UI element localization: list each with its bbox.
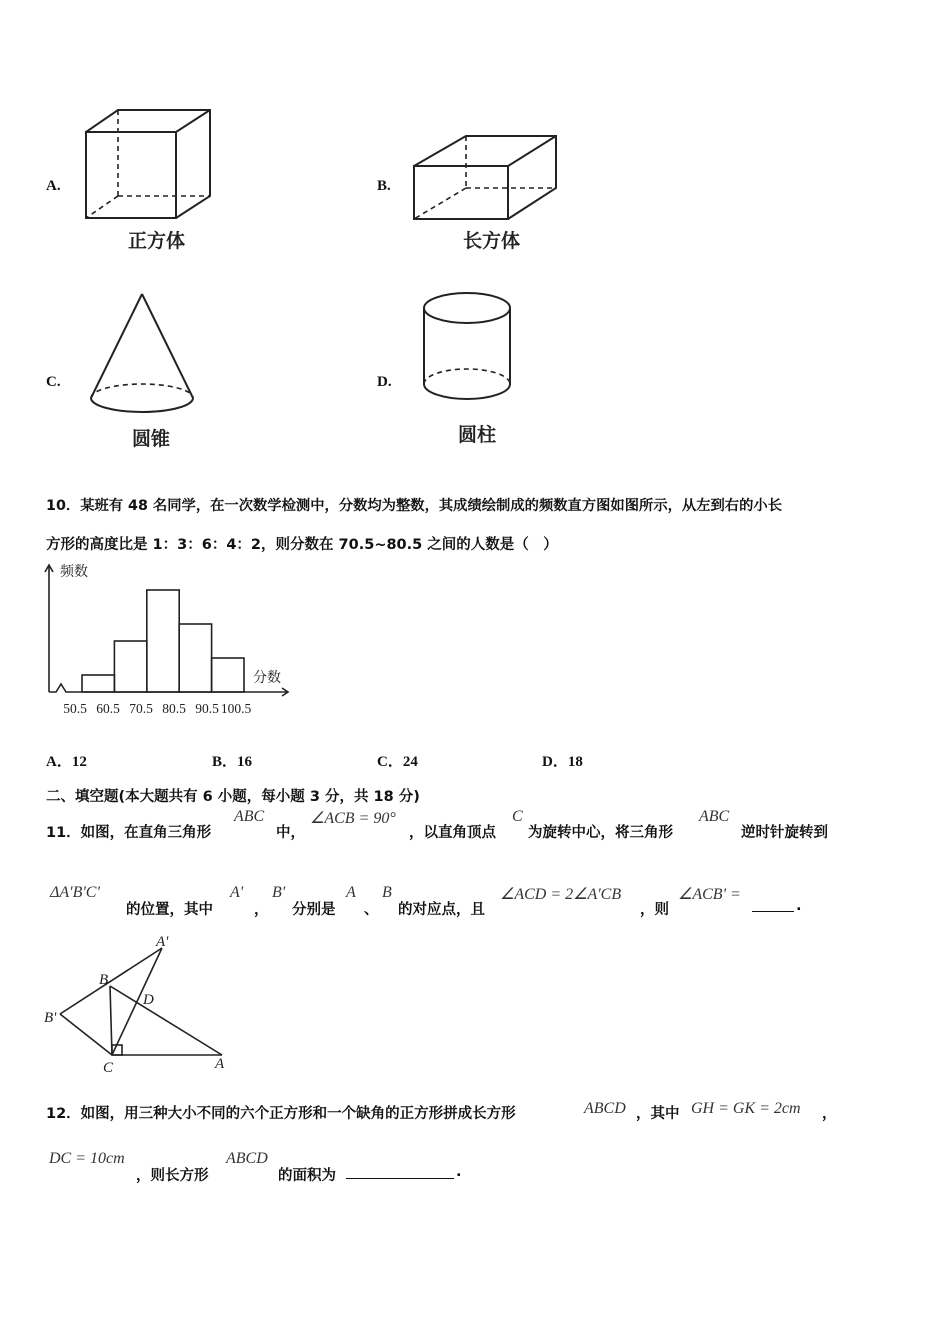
answer-blank-q12[interactable]	[346, 1164, 454, 1179]
option-b-caption: 长方体	[463, 230, 521, 252]
x-tick-label: 50.5	[63, 701, 87, 716]
section-heading: 二、填空题(本大题共有 6 小题，每小题 3 分，共 18 分)	[46, 789, 420, 805]
histogram-bar	[147, 590, 179, 692]
q10-choice-a[interactable]: A．12	[46, 754, 87, 770]
q11-line2: ΔA'B'C' 的位置，其中 A' ， B' 分别是 A 、 B 的对应点，且 ∠ACD = 2∠A'CB ，则 ∠ACB' = .	[50, 884, 802, 918]
option-a-caption: 正方体	[128, 230, 186, 252]
q10-text-line2: 方形的高度比是 1：3：6：4：2，则分数在 70.5~80.5 之间的人数是（ ）	[46, 537, 558, 553]
label-b-prime: B'	[44, 1010, 57, 1026]
label-b: B	[99, 972, 109, 988]
option-d-caption: 圆柱	[458, 424, 497, 446]
x-tick-label: 70.5	[129, 701, 153, 716]
q12-line1: 12．如图，用三种大小不同的六个正方形和一个缺角的正方形拼成长方形 ABCD ，其中 GH = GK = 2cm ，	[46, 1100, 837, 1122]
q10-choice-b[interactable]: B．16	[212, 754, 253, 770]
cube-icon	[78, 106, 218, 221]
frequency-histogram	[40, 560, 300, 720]
histogram-bar	[82, 675, 114, 692]
label-d: D	[143, 992, 154, 1008]
answer-blank-q11[interactable]	[752, 897, 794, 912]
y-axis-label: 频数	[60, 564, 88, 580]
q10-text-line1: 10．某班有 48 名同学，在一次数学检测中，分数均为整数，其成绩绘制成的频数直方图如图所示，从左到右的小长	[46, 498, 782, 514]
x-axis-label: 分数	[253, 670, 281, 686]
option-d-letter: D.	[377, 374, 392, 390]
option-c-caption: 圆锥	[132, 428, 171, 450]
rotation-triangle-figure	[40, 930, 240, 1078]
option-c-letter: C.	[46, 374, 61, 390]
option-b-letter: B.	[377, 178, 391, 194]
x-tick-label: 90.5	[195, 701, 219, 716]
label-c: C	[103, 1060, 114, 1076]
histogram-bar	[179, 624, 211, 692]
q12-line2: DC = 10cm ，则长方形 ABCD 的面积为 .	[49, 1150, 462, 1184]
cone-icon	[86, 290, 198, 420]
x-tick-label: 80.5	[162, 701, 186, 716]
histogram-bar	[212, 658, 244, 692]
x-tick-label: 100.5	[220, 701, 252, 716]
q10-choice-c[interactable]: C．24	[377, 754, 418, 770]
q11-line1: 11．如图，在直角三角形 ABC 中， ∠ACB = 90° ，以直角顶点 C 为旋转中心，将三角形 ABC 逆时针旋转到	[46, 808, 828, 841]
option-a-letter: A.	[46, 178, 61, 194]
cylinder-icon	[418, 288, 516, 418]
histogram-bar	[114, 641, 146, 692]
label-a-prime: A'	[156, 934, 169, 950]
q10-choice-d[interactable]: D．18	[542, 754, 583, 770]
cuboid-icon	[408, 130, 560, 225]
x-tick-label: 60.5	[96, 701, 120, 716]
label-a: A	[215, 1056, 225, 1072]
